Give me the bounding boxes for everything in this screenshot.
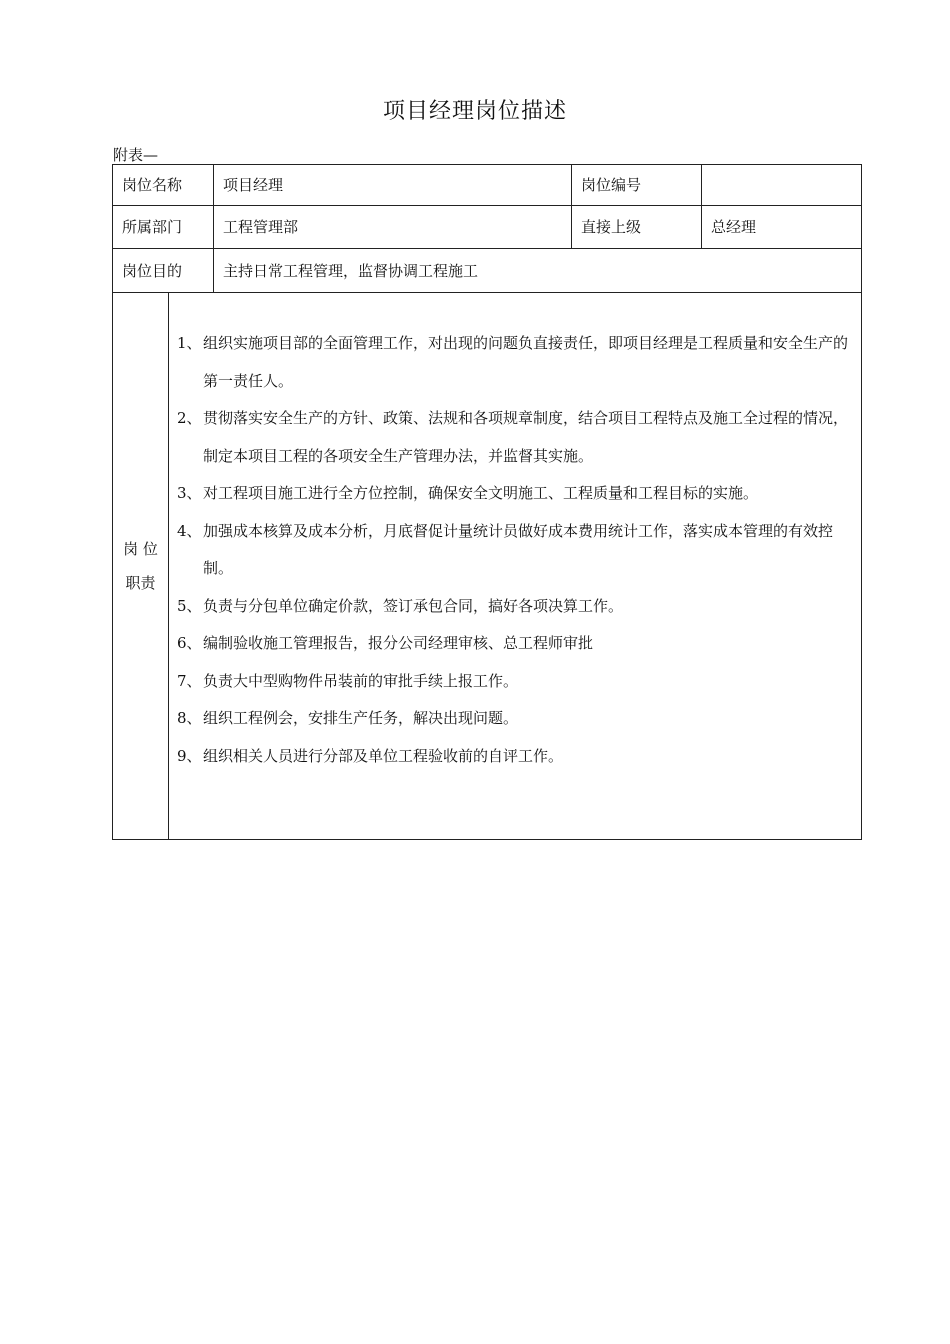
- table-row-duties: [113, 293, 862, 840]
- duty-number: 8、: [177, 709, 202, 727]
- annex-label: 附表—: [113, 146, 159, 164]
- department-value: 工程管理部: [214, 206, 572, 249]
- duty-text: 组织工程例会，安排生产任务，解决出现问题。: [203, 709, 519, 727]
- duty-number: 3、: [177, 484, 202, 502]
- list-item: [177, 625, 855, 663]
- duty-number: 1、: [177, 334, 202, 352]
- duty-text: 贯彻落实安全生产的方针、政策、法规和各项规章制度，结合项目工程特点及施工全过程的情况，制定本项目工程的各项安全生产管理办法，并监督其实施。: [203, 409, 849, 465]
- duty-text: 对工程项目施工进行全方位控制，确保安全文明施工、工程质量和工程目标的实施。: [203, 484, 759, 502]
- duty-number: 2、: [177, 409, 202, 427]
- duties-label-line2: 职责: [125, 574, 156, 592]
- table-row-purpose: [113, 249, 862, 293]
- department-label: 所属部门: [113, 206, 214, 249]
- list-item: [177, 738, 855, 776]
- duty-text: 组织相关人员进行分部及单位工程验收前的自评工作。: [203, 746, 564, 765]
- purpose-value: 主持日常工程管理，监督协调工程施工: [214, 249, 862, 293]
- duty-text: 负责大中型购物件吊装前的审批手续上报工作。: [203, 671, 519, 690]
- list-item: [177, 700, 855, 738]
- duty-number: 7、: [177, 671, 202, 690]
- position-name-label: 岗位名称: [113, 165, 214, 206]
- table-row-department: [113, 206, 862, 249]
- duty-text: 加强成本核算及成本分析，月底督促计量统计员做好成本费用统计工作，落实成本管理的有效控制。: [203, 521, 834, 577]
- table-row-position: [113, 165, 862, 206]
- duties-content: [169, 293, 862, 840]
- duties-label: [113, 293, 169, 840]
- position-name-value: 项目经理: [214, 165, 572, 206]
- duty-number: 4、: [177, 521, 202, 540]
- list-item: [177, 475, 855, 513]
- duty-text: 负责与分包单位确定价款，签订承包合同，搞好各项决算工作。: [203, 596, 624, 615]
- position-code-label: 岗位编号: [572, 165, 702, 206]
- job-description-table: [112, 164, 862, 840]
- list-item: [177, 513, 855, 588]
- list-item: [177, 588, 855, 626]
- duty-text: 编制验收施工管理报告，报分公司经理审核、总工程师审批: [203, 634, 594, 652]
- supervisor-label: 直接上级: [572, 206, 702, 249]
- supervisor-value: 总经理: [702, 206, 862, 249]
- list-item: [177, 325, 855, 400]
- duty-number: 5、: [177, 596, 202, 615]
- purpose-label: 岗位目的: [113, 249, 214, 293]
- list-item: [177, 663, 855, 701]
- duties-label-line1: 岗 位: [123, 540, 158, 558]
- duty-number: 9、: [177, 746, 202, 765]
- list-item: [177, 400, 855, 475]
- duties-list: [169, 293, 861, 775]
- document-title: 项目经理岗位描述: [382, 99, 567, 124]
- position-code-value: [702, 165, 862, 206]
- duty-number: 6、: [177, 634, 202, 652]
- duty-text: 组织实施项目部的全面管理工作，对出现的问题负直接责任，即项目经理是工程质量和安全生产的第一责任人。: [203, 334, 849, 390]
